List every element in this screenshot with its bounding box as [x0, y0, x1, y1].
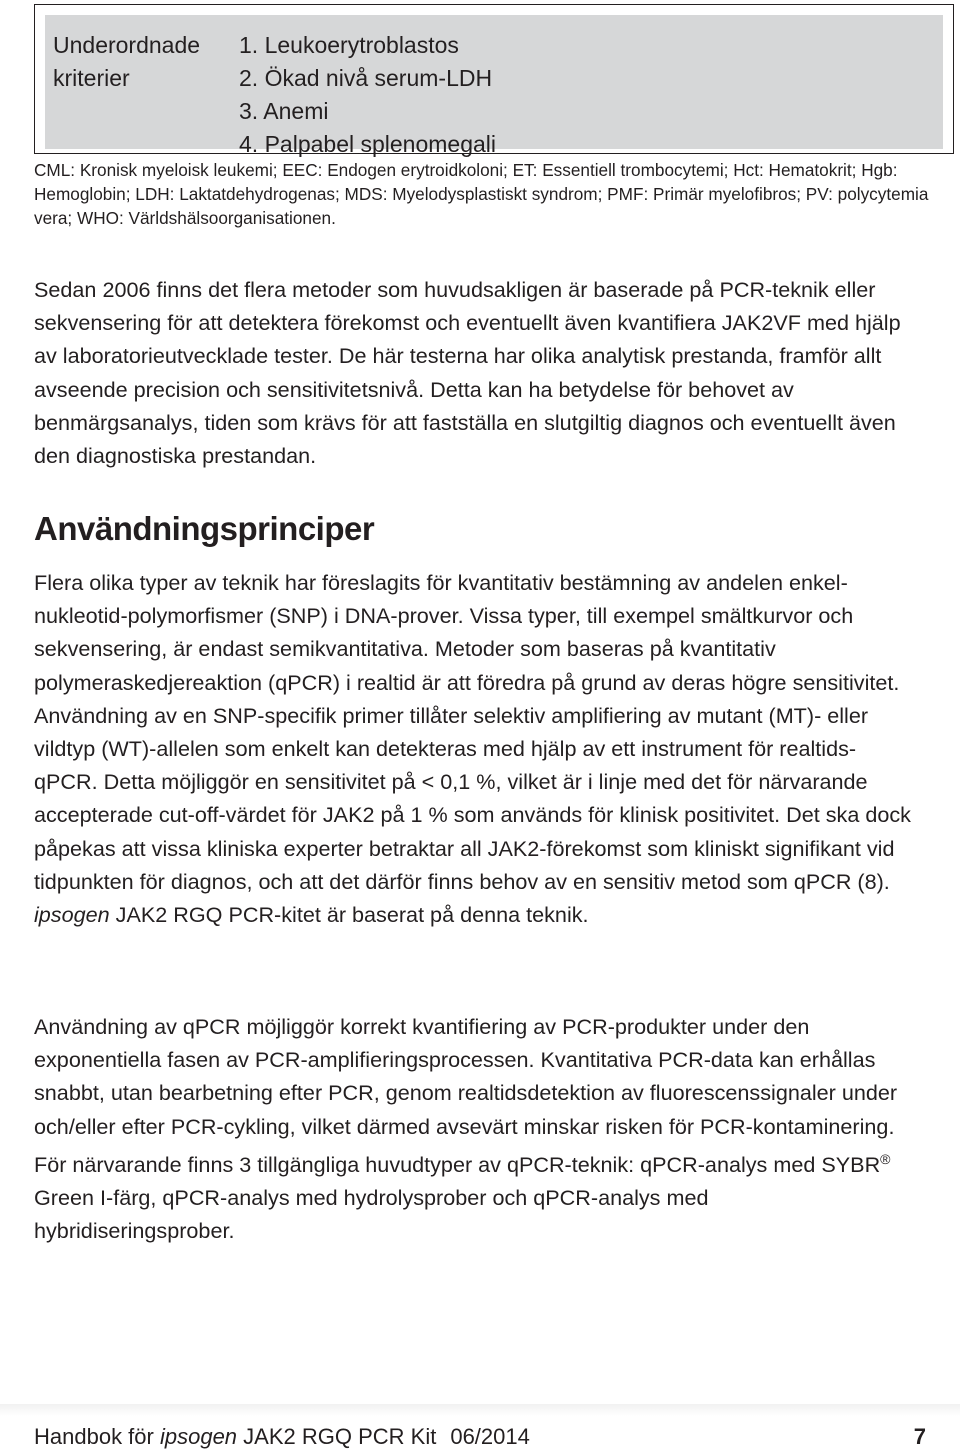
footer-divider [0, 1404, 960, 1416]
principles-text-1: Flera olika typer av teknik har föreslagits för kvantitativ bestämning av andelen enkel-nukleotid-polymorfismer (SNP) i DNA-prover. Vissa typer, till exempel smältkurvor och sekvensering, är endast semikvantitativa. Metoder som baseras på kvantitativ polymeraskedjereaktion (qPCR) i realtid är att föredra på grund av deras högre sensitivitet. Användning av en SNP-specifik primer tillåter selektiv amplifiering av mutant (MT)- eller vildtyp (WT)-allelen som enkelt kan detekteras med hjälp av ett instrument för realtids-qPCR. Detta möjliggör en sensitivitet på < 0,1 %, vilket är i linje med det för närvarande accepterade cut-off-värdet för JAK2 på 1 % som används för klinisk positivitet. Det ska dock påpekas att vissa kliniska experter betraktar all JAK2-förekomst som kliniskt signifikant vid tidpunkten för diagnos, och att det därför finns behov av en sensitiv metod som qPCR (8). [34, 570, 911, 894]
abbreviations-note: CML: Kronisk myeloisk leukemi; EEC: Endogen erytroidkoloni; ET: Essentiell trombocytemi; Hct: Hematokrit; Hgb: Hemoglobin; LDH: Laktatdehydrogenas; MDS: Myelodysplastiskt syndrom; PMF: Primär myelofibros; PV: polycytemia vera; WHO: Världshälsoorganisationen. [34, 160, 929, 228]
intro-paragraph: Sedan 2006 finns det flera metoder som huvudsakligen är baserade på PCR-teknik eller sekvensering för att detektera förekomst och eventuellt även kvantifiera JAK2VF med hjälp av laboratorieutvecklade tester. De här testerna har olika analytisk prestanda, framför allt avseende precision och sensitivitetsnivå. Detta kan ha betydelse för behovet av benmärgsanalys, tiden som krävs för att fastställa en slutgiltig diagnos och eventuellt även den diagnostiska prestandan. [34, 277, 901, 469]
criteria-item: 1. Leukoerytroblastos [239, 32, 459, 58]
criteria-label-line2: kriterier [53, 65, 130, 91]
footer-prefix: Handbok för [34, 1424, 160, 1449]
criteria-item: 4. Palpabel splenomegali [239, 131, 497, 157]
page-number: 7 [913, 1424, 926, 1449]
footer-date: 06/2014 [450, 1424, 530, 1449]
section-heading: Användningsprinciper [34, 510, 375, 547]
qpcr-text-2: Green I-färg, qPCR-analys med hydrolysprober och qPCR-analys med hybridiseringsprober. [34, 1185, 709, 1244]
registered-mark: ® [880, 1150, 891, 1167]
criteria-box [34, 4, 954, 157]
criteria-box-shading [45, 15, 943, 157]
qpcr-paragraph [34, 1010, 914, 1248]
criteria-label [53, 29, 233, 95]
qpcr-text-1: Användning av qPCR möjliggör korrekt kvantifiering av PCR-produkter under den exponentiella fasen av PCR-amplifieringsprocessen. Kvantitativa PCR-data kan erhållas snabbt, utan bearbetning efter PCR, genom realtidsdetektion av fluorescenssignaler under och/eller efter PCR-cykling, vilket därmed avsevärt minskar risken för PCR-kontaminering. För närvarande finns 3 tillgängliga huvudtyper av qPCR-teknik: qPCR-analys med SYBR [34, 1014, 898, 1177]
criteria-item: 3. Anemi [239, 98, 329, 124]
criteria-label-line1: Underordnade [53, 32, 201, 58]
criteria-list [239, 29, 496, 161]
brand-name: ipsogen [34, 902, 110, 928]
footer-kit-name: JAK2 RGQ PCR Kit [237, 1424, 437, 1449]
principles-text-2: JAK2 RGQ PCR-kitet är baserat på denna teknik. [109, 902, 589, 928]
footer-brand: ipsogen [159, 1424, 238, 1449]
criteria-item: 2. Ökad nivå serum-LDH [239, 65, 493, 91]
footer-title [34, 1422, 530, 1452]
principles-paragraph [34, 566, 914, 931]
